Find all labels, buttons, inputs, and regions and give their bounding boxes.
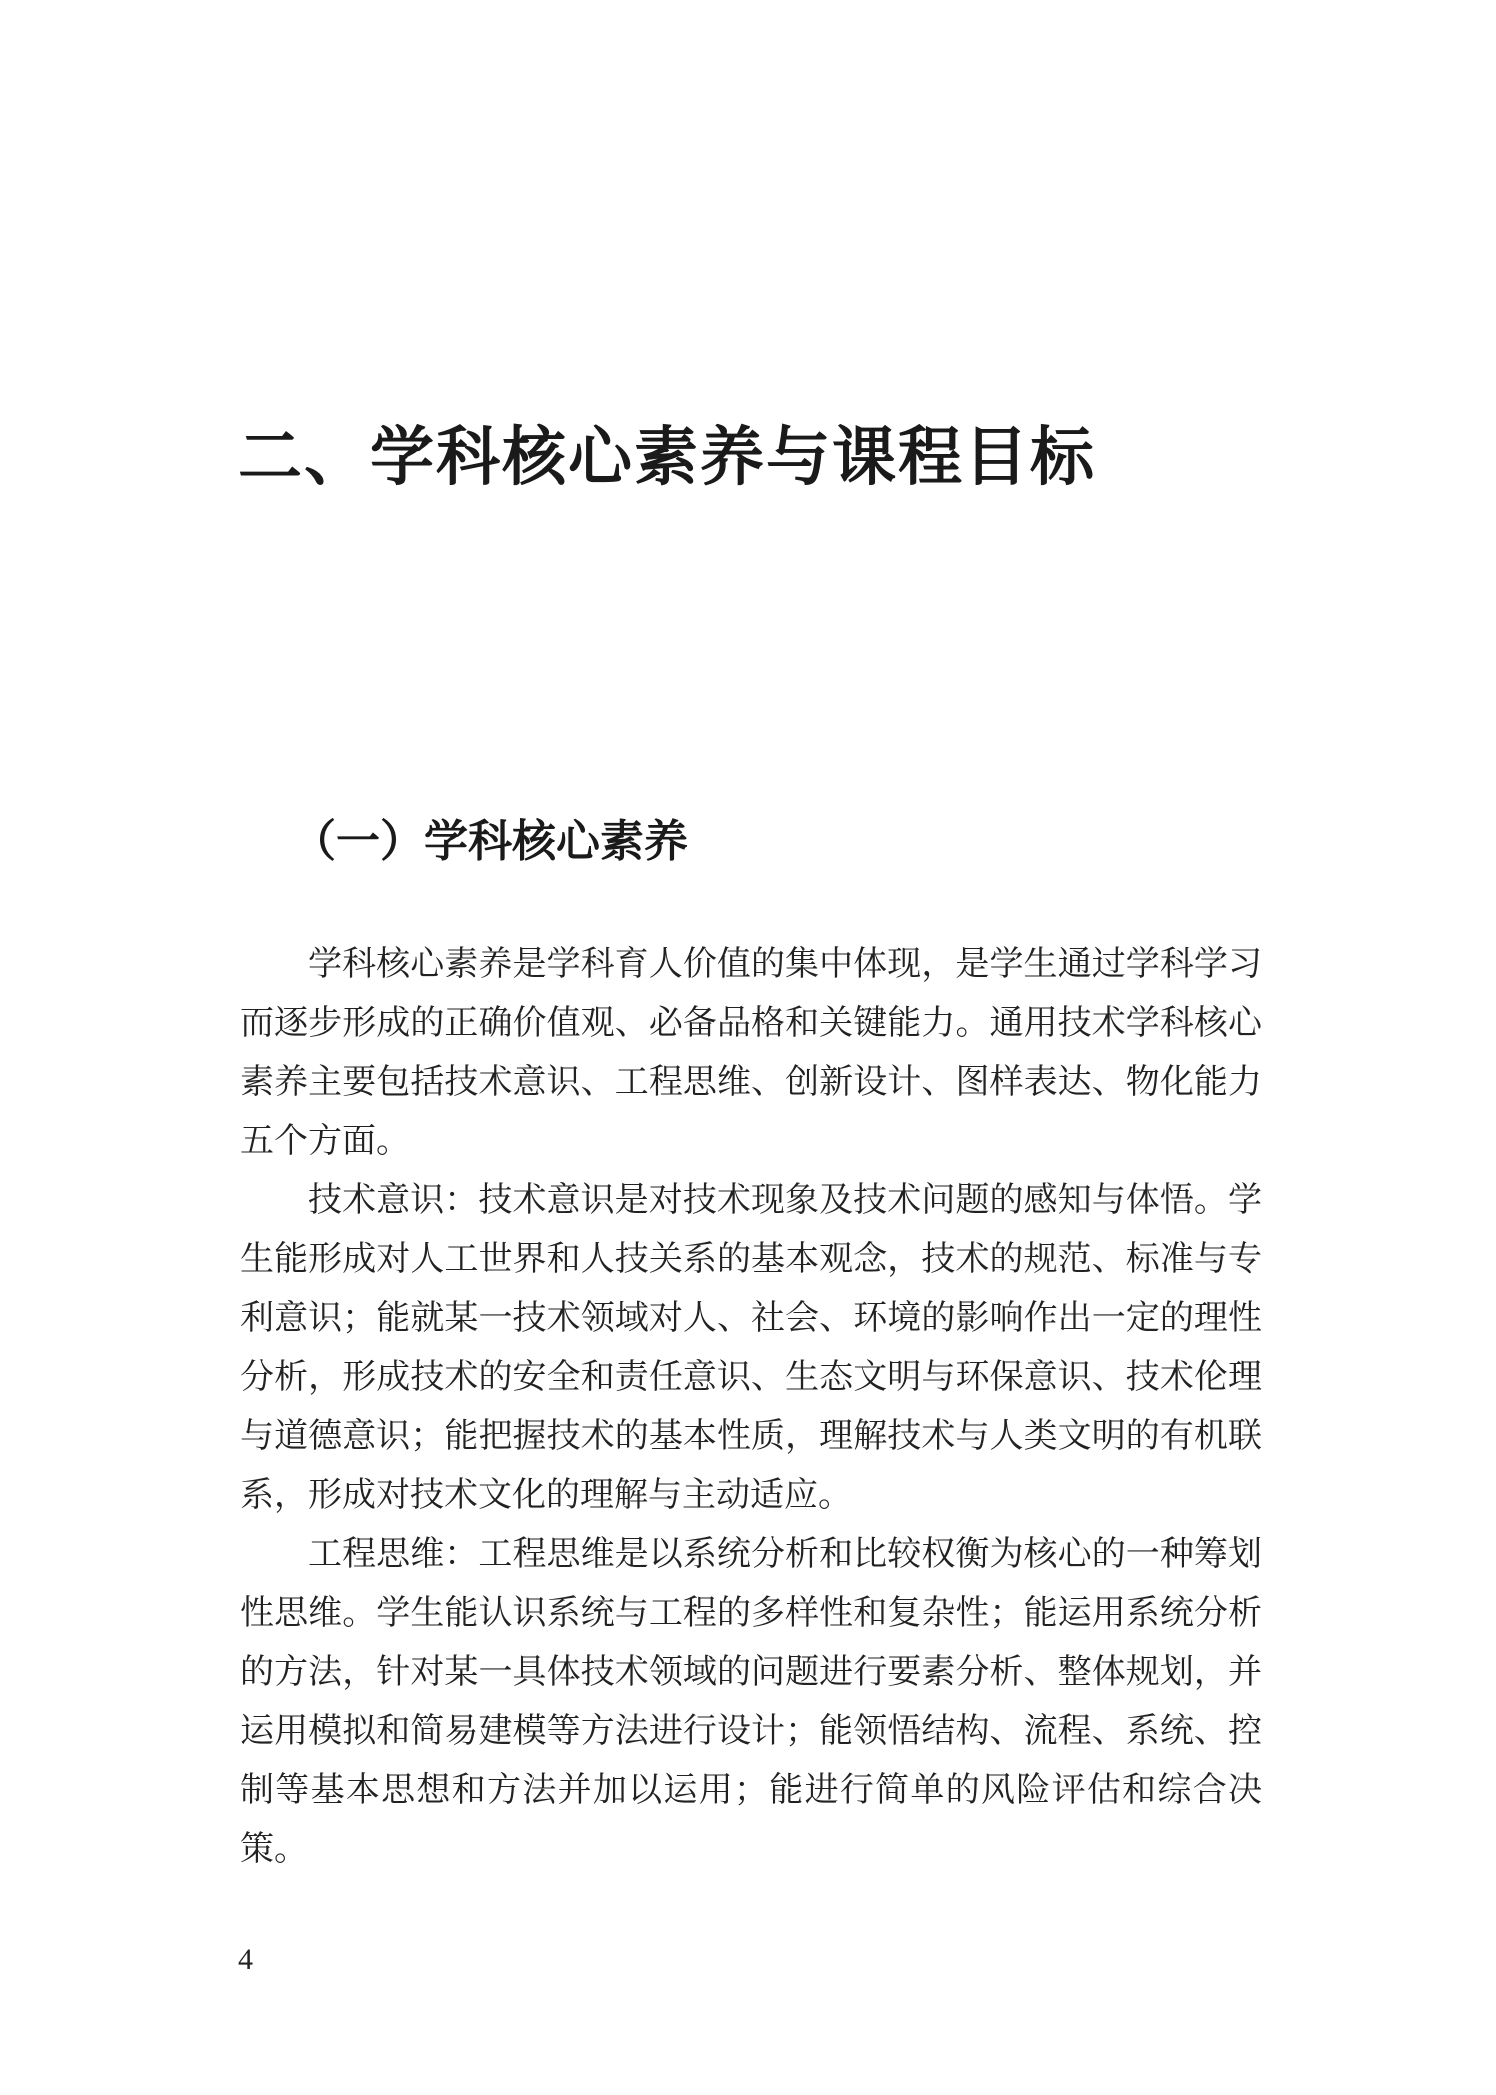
section-heading: （一）学科核心素养 [292, 816, 688, 867]
paragraph-intro: 学科核心素养是学科育人价值的集中体现，是学生通过学科学习而逐步形成的正确价值观、必备品格和关键能力。通用技术学科核心素养主要包括技术意识、工程思维、创新设计、图样表达、物化能力五个方面。 [240, 944, 1262, 1161]
page-number: 4 [238, 1943, 253, 1976]
paragraph-engineering-thinking: 工程思维：工程思维是以系统分析和比较权衡为核心的一种筹划性思维。学生能认识系统与工程的多样性和复杂性；能运用系统分析的方法，针对某一具体技术领域的问题进行要素分析、整体规划，并运用模拟和简易建模等方法进行设计；能领悟结构、流程、系统、控制等基本思想和方法并加以运用；能进行简单的风险评估和综合决策。 [240, 1534, 1262, 1869]
body-text [240, 935, 1262, 1879]
paragraph-technical-awareness: 技术意识：技术意识是对技术现象及技术问题的感知与体悟。学生能形成对人工世界和人技关系的基本观念，技术的规范、标准与专利意识；能就某一技术领域对人、社会、环境的影响作出一定的理性分析，形成技术的安全和责任意识、生态文明与环保意识、技术伦理与道德意识；能把握技术的基本性质，理解技术与人类文明的有机联系，形成对技术文化的理解与主动适应。 [240, 1180, 1262, 1515]
chapter-title: 二、学科核心素养与课程目标 [238, 421, 1096, 495]
